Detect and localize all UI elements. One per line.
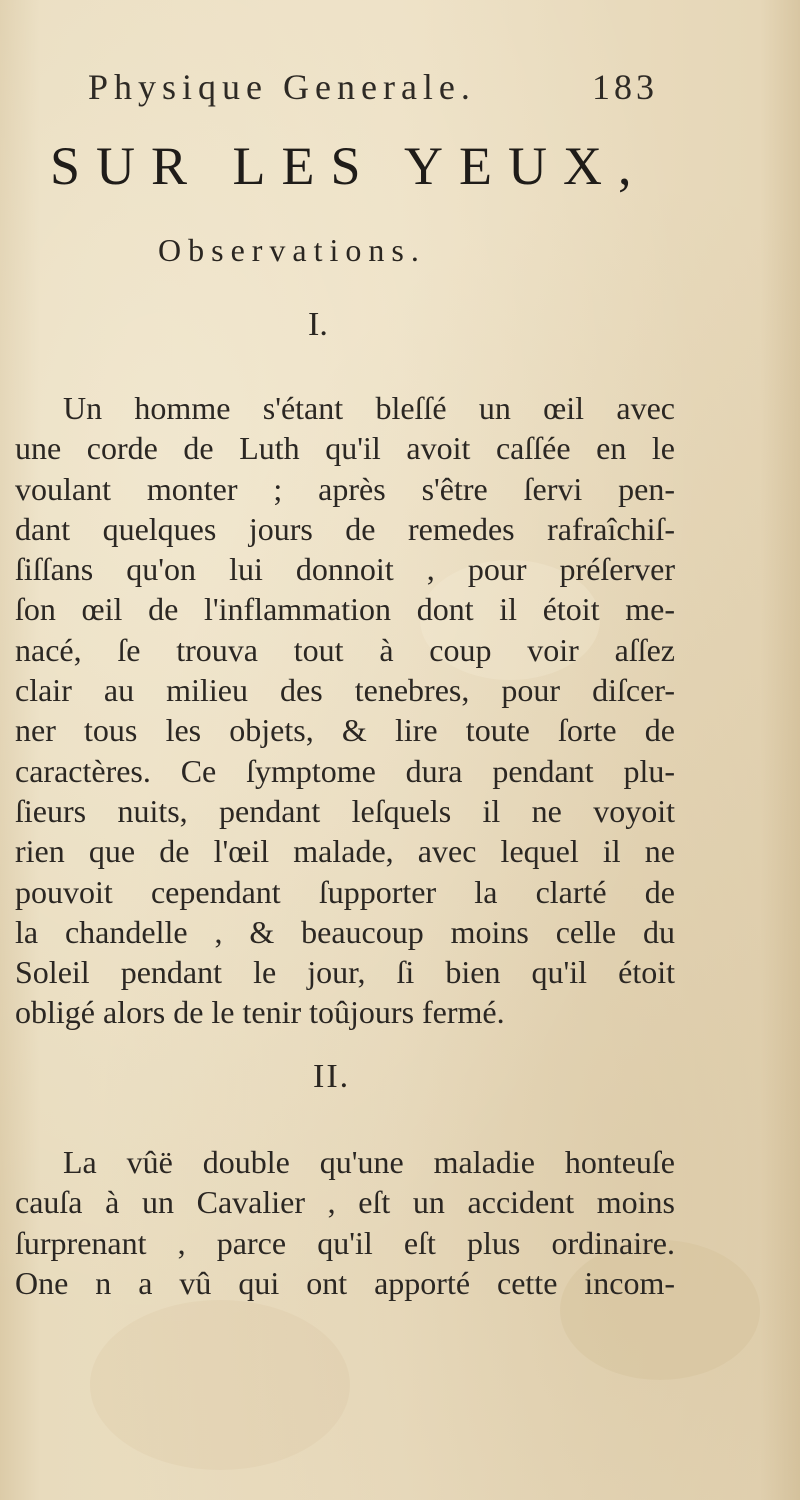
observation-paragraph	[15, 1142, 675, 1303]
observation-numeral: I.	[308, 306, 328, 343]
text-line: cauſa à un Cavalier , eſt un accident moins	[15, 1184, 675, 1221]
text-line: Un homme s'étant bleſſé un œil avec	[63, 390, 675, 426]
section-title: SUR LES YEUX,	[50, 136, 648, 196]
text-line: obligé alors de le tenir toûjours fermé.	[15, 994, 505, 1031]
text-line: ner tous les objets, & lire toute ſorte de	[15, 712, 675, 749]
observation-paragraph	[15, 388, 675, 1033]
text-line: rien que de l'œil malade, avec lequel il ne	[15, 833, 675, 870]
text-line: La vûë double qu'une maladie honteuſe	[63, 1144, 675, 1180]
text-line: One n a vû qui ont apporté cette incom-	[15, 1264, 675, 1301]
running-head	[88, 66, 658, 116]
page-number: 183	[592, 67, 658, 107]
text-line: clair au milieu des tenebres, pour diſcer-	[15, 672, 675, 709]
text-line: Soleil pendant le jour, ſi bien qu'il étoit	[15, 954, 675, 991]
text-line: ſon œil de l'inflammation dont il étoit me-	[15, 591, 675, 628]
text-line: une corde de Luth qu'il avoit caſſée en le	[15, 430, 675, 467]
text-line: voulant monter ; après s'être ſervi pen-	[15, 470, 675, 507]
text-line: nacé, ſe trouva tout à coup voir aſſez	[15, 631, 675, 668]
paper-stain	[90, 1300, 350, 1470]
text-line: ſurprenant , parce qu'il eſt plus ordinaire.	[15, 1224, 675, 1261]
text-line: caractères. Ce ſymptome dura pendant plu-	[15, 752, 675, 789]
text-line: la chandelle , & beaucoup moins celle du	[15, 913, 675, 950]
observation-numeral: II.	[313, 1058, 351, 1095]
section-subtitle: Observations.	[158, 232, 426, 268]
text-line: pouvoit cependant ſupporter la clarté de	[15, 873, 675, 910]
running-head-title: Physique Generale.	[88, 67, 476, 107]
text-line: ſiſſans qu'on lui donnoit , pour préſerver	[15, 551, 675, 588]
text-line: ſieurs nuits, pendant leſquels il ne voyoit	[15, 792, 675, 829]
text-line: dant quelques jours de remedes rafraîchiſ-	[15, 510, 675, 547]
